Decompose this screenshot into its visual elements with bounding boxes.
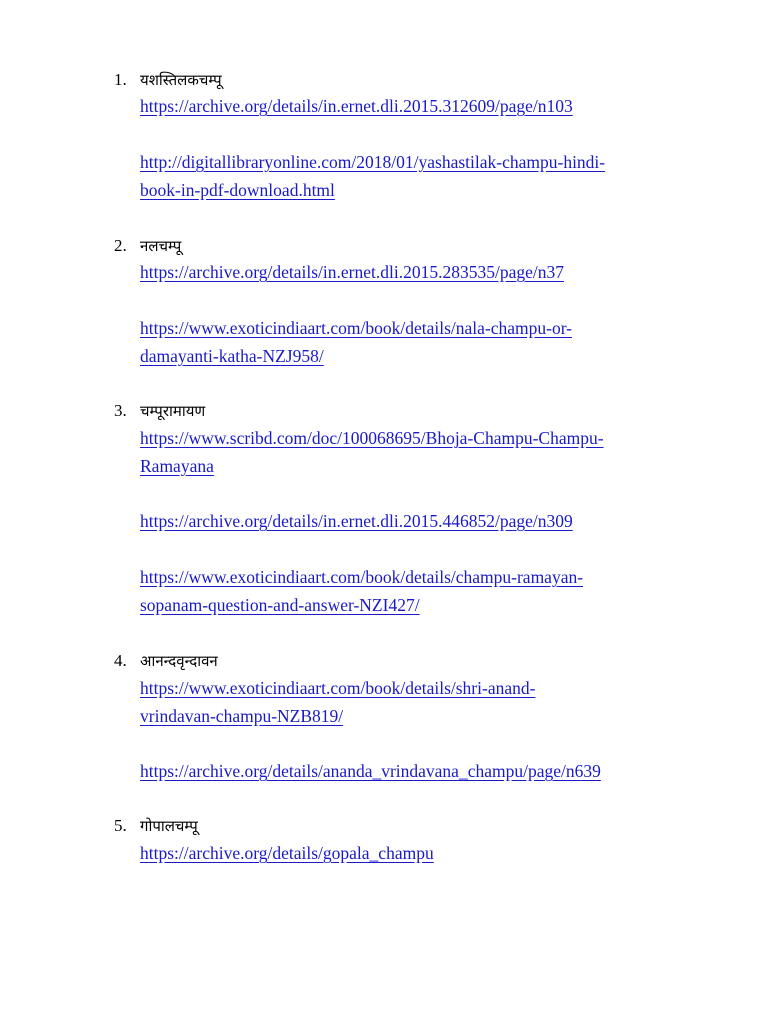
link[interactable]: https://www.exoticindiaart.com/book/details/champu-ramayan- <box>140 567 584 587</box>
link-continuation[interactable]: vrindavan-champu-NZB819/ <box>140 706 344 726</box>
item-title: आनन्दवृन्दावन <box>140 652 218 670</box>
link-continuation[interactable]: damayanti-katha-NZJ958/ <box>140 346 324 366</box>
link[interactable]: https://www.exoticindiaart.com/book/details/nala-champu-or- <box>140 318 573 338</box>
link[interactable]: https://archive.org/details/in.ernet.dli.2015.312609/page/n103 <box>140 96 573 116</box>
list-number: 3. <box>114 401 127 420</box>
link-continuation[interactable]: sopanam-question-and-answer-NZI427/ <box>140 595 420 615</box>
link[interactable]: http://digitallibraryonline.com/2018/01/yashastilak-champu-hindi- <box>140 152 606 172</box>
link[interactable]: https://www.exoticindiaart.com/book/details/shri-anand- <box>140 678 536 698</box>
list-number: 4. <box>114 651 127 670</box>
link-continuation[interactable]: Ramayana <box>140 456 214 476</box>
list-number: 1. <box>114 70 127 89</box>
link[interactable]: https://archive.org/details/in.ernet.dli.2015.283535/page/n37 <box>140 262 564 282</box>
link-continuation[interactable]: book-in-pdf-download.html <box>140 180 335 200</box>
link[interactable]: https://archive.org/details/gopala_champu <box>140 843 434 863</box>
item-title: यशस्तिलकचम्पू <box>140 71 222 89</box>
item-title: नलचम्पू <box>140 237 182 255</box>
link[interactable]: https://www.scribd.com/doc/100068695/Bhoja-Champu-Champu- <box>140 428 604 448</box>
item-title: गोपालचम्पू <box>140 817 198 835</box>
list-number: 2. <box>114 236 127 255</box>
item-title: चम्पूरामायण <box>140 402 206 420</box>
link[interactable]: https://archive.org/details/ananda_vrindavana_champu/page/n639 <box>140 761 601 781</box>
list-number: 5. <box>114 816 127 835</box>
link[interactable]: https://archive.org/details/in.ernet.dli.2015.446852/page/n309 <box>140 511 573 531</box>
